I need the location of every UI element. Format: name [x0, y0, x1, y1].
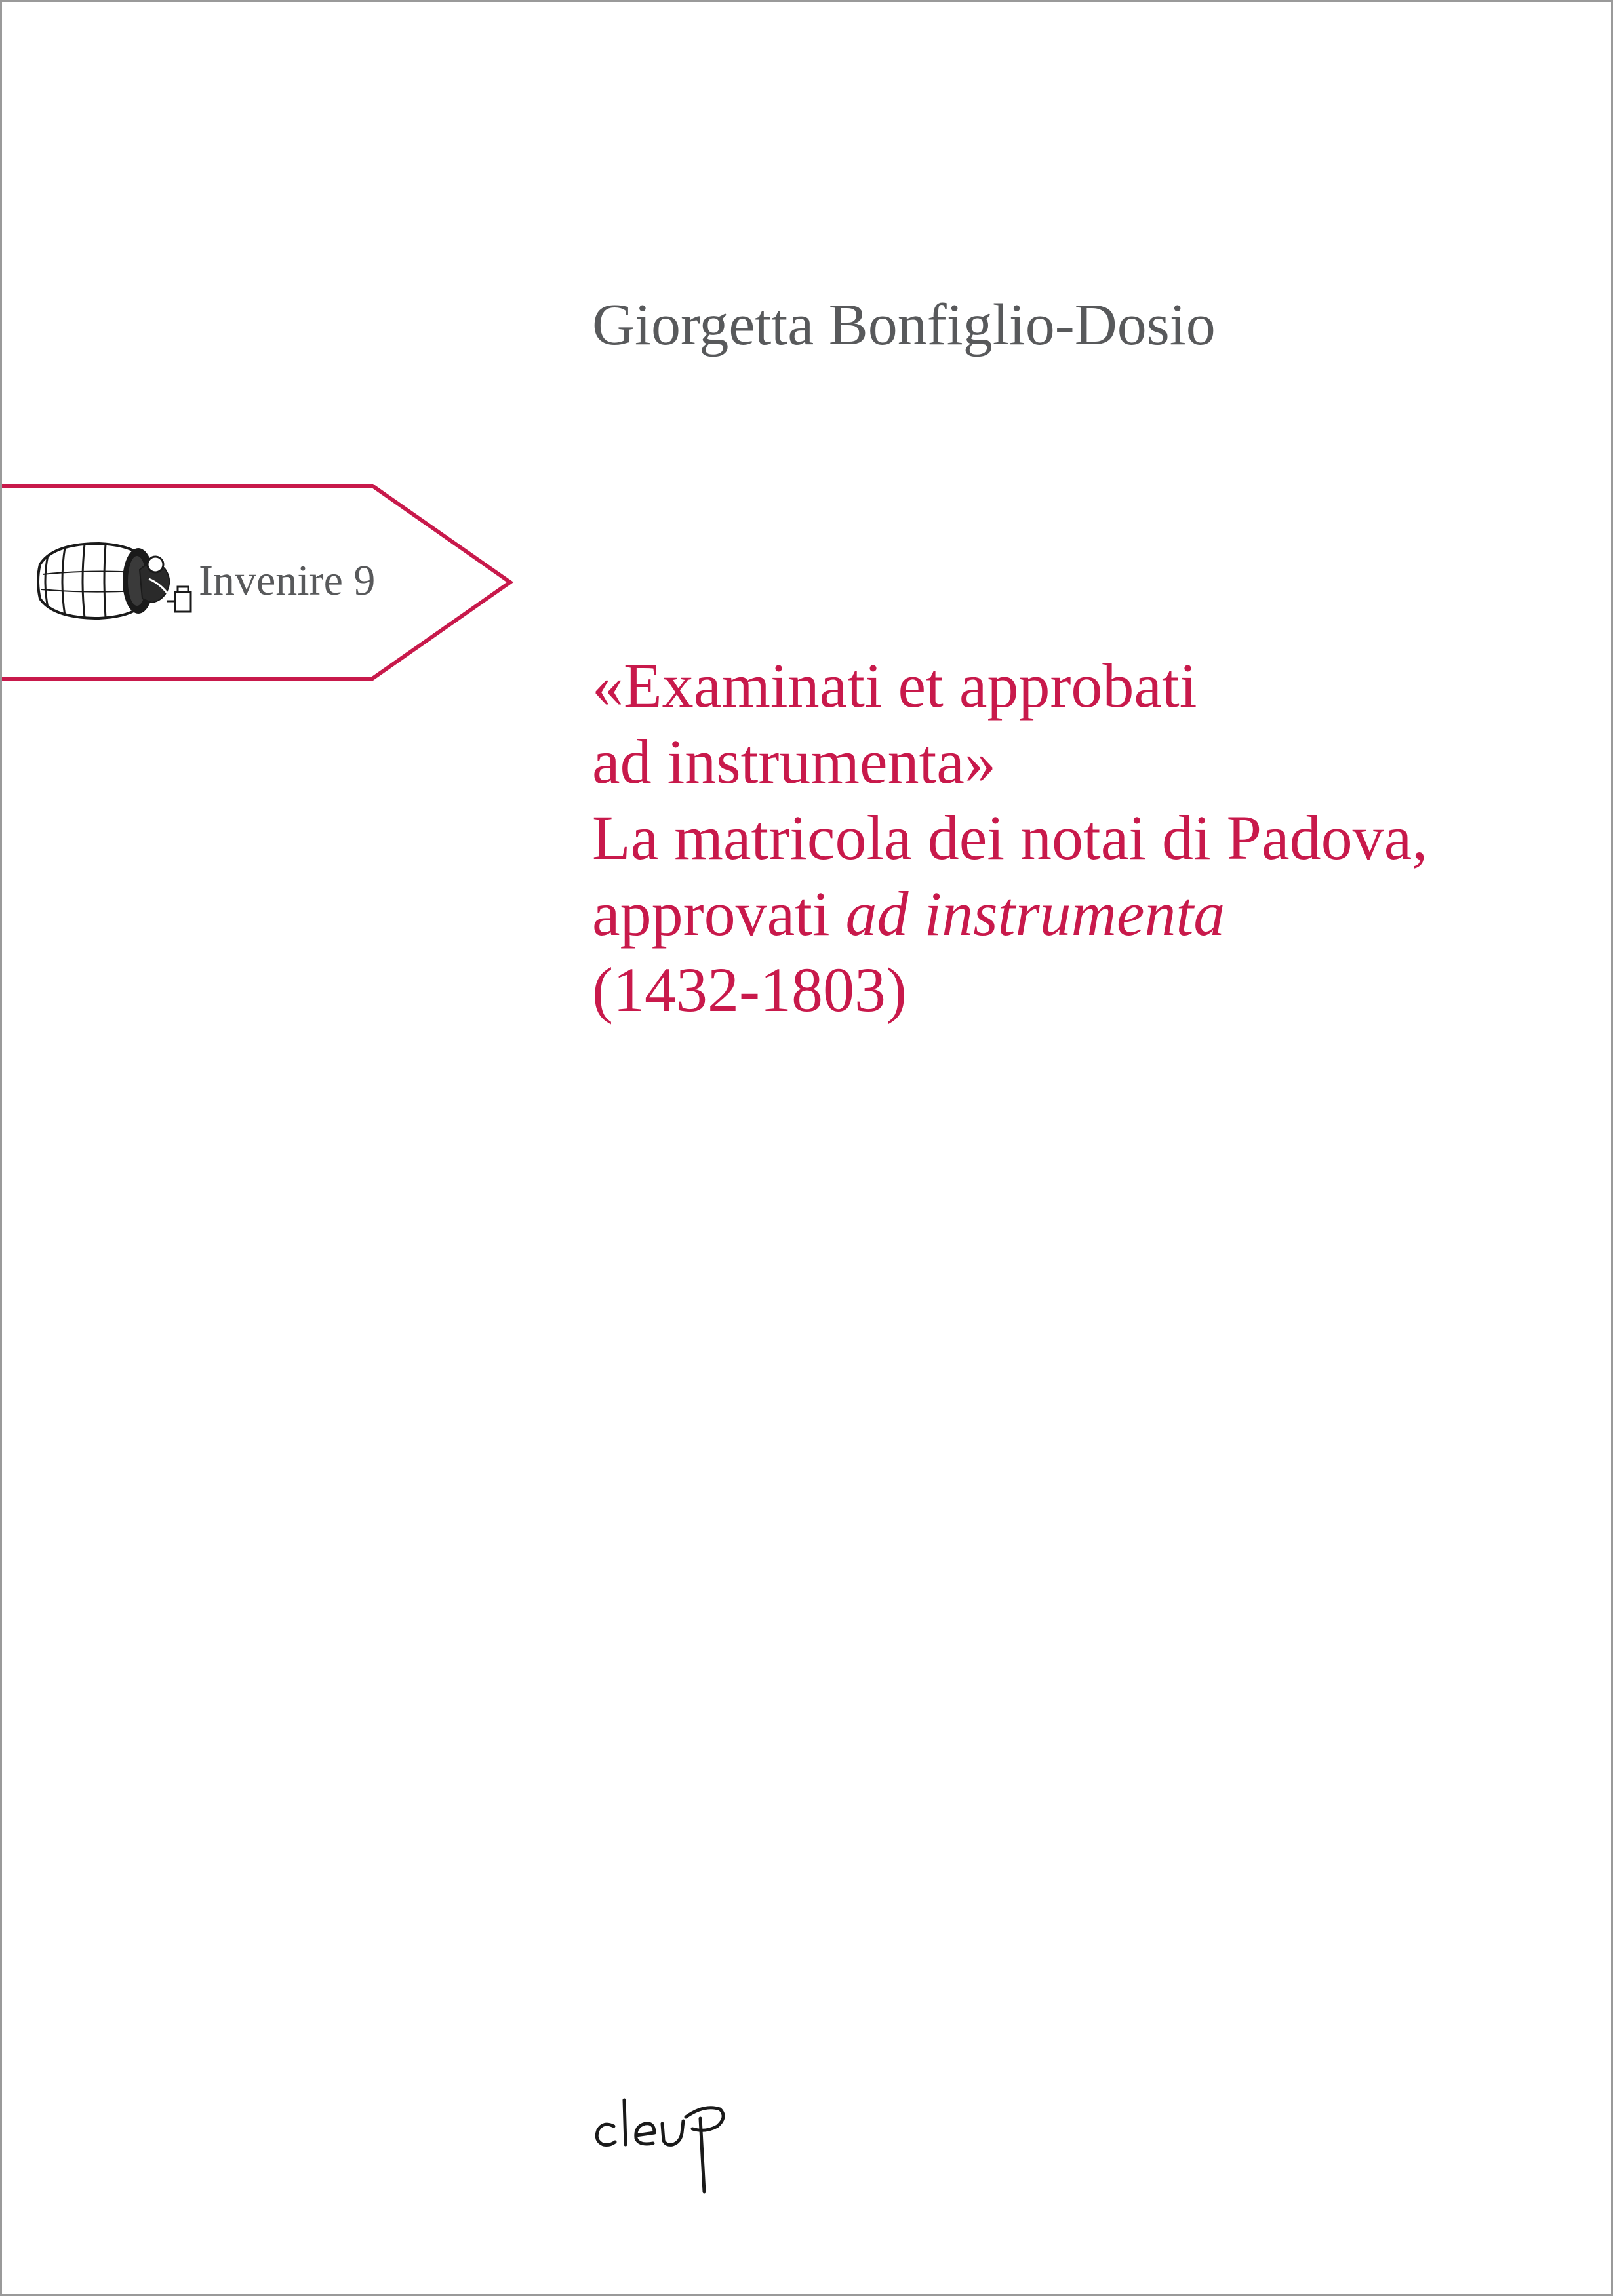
- series-tag: [2, 481, 520, 684]
- title-line-4-italic: ad instrumenta: [845, 879, 1225, 949]
- title-line-4: [592, 876, 1576, 952]
- title-line-1: «Examinati et approbati: [592, 650, 1197, 721]
- title-line-5: (1432-1803): [592, 955, 907, 1025]
- publisher-logo: [589, 2080, 772, 2198]
- title-line-3: La matricola dei notai di Padova,: [592, 802, 1428, 873]
- author-name: Giorgetta Bonfiglio-Dosio: [592, 292, 1216, 357]
- series-label: Invenire 9: [199, 557, 376, 604]
- title-line-2: ad instrumenta»: [592, 726, 996, 797]
- title-line-4-plain: approvati: [592, 879, 846, 949]
- barrel-icon: [27, 538, 204, 623]
- book-title: [592, 648, 1576, 1028]
